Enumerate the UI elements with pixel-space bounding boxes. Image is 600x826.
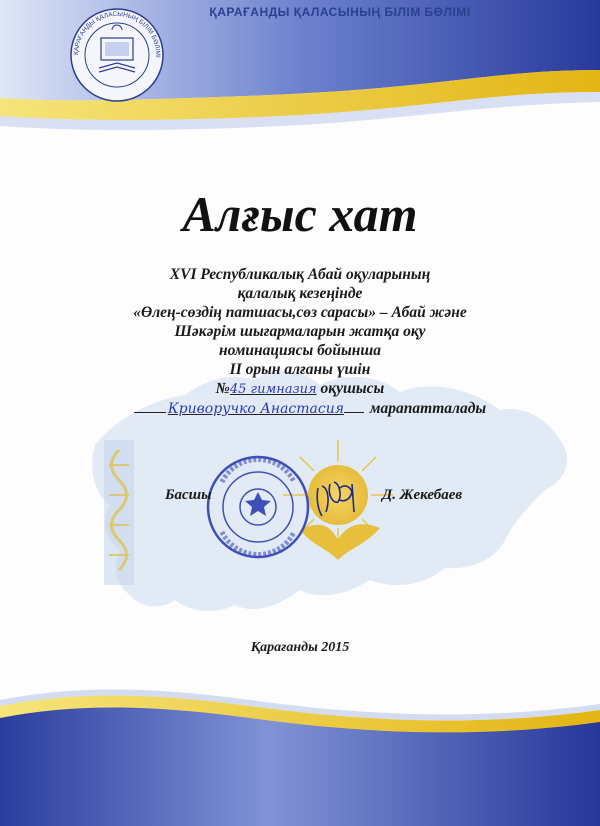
official-stamp [208, 457, 308, 557]
body-line: XVI Республикалық Абай оқуларының [169, 266, 431, 283]
body-line: II орын алғаны үшін [229, 361, 371, 378]
body-line: Шәкәрім шығармаларын жатқа оқу [174, 323, 426, 340]
underline-blank [344, 412, 364, 413]
body-line: қалалық кезеңінде [237, 285, 363, 302]
signature-name: Д. Жекебаев [382, 487, 463, 503]
school-suffix: оқушысы [320, 380, 385, 397]
certificate-body [90, 265, 510, 419]
awarded-text: марапатталады [369, 400, 487, 417]
certificate-title: Алғыс хат [182, 186, 418, 242]
education-department-logo [71, 9, 163, 101]
body-line: «Өлең-сөздің патшасы,сөз сарасы» – Абай және [133, 304, 467, 321]
school-line [90, 379, 510, 399]
ornament-left [104, 440, 134, 585]
organization-name: ҚАРАҒАНДЫ ҚАЛАСЫНЫҢ БІЛІМ БӨЛІМІ [209, 5, 471, 19]
signature-role: Басшы [165, 487, 212, 503]
logo-ring-text: ҚАРАҒАНДЫ ҚАЛАСЫНЫҢ БІЛІМ БӨЛІМІ [72, 10, 162, 58]
underline-blank [134, 412, 166, 413]
body-line: номинациясы бойынша [218, 342, 382, 359]
student-line [90, 399, 510, 419]
school-number-prefix: № [215, 380, 230, 397]
place-year: Қарағанды 2015 [250, 640, 350, 655]
school-handwritten: 45 гимназия [229, 382, 317, 397]
student-handwritten: Криворучко Анастасия [167, 401, 345, 417]
